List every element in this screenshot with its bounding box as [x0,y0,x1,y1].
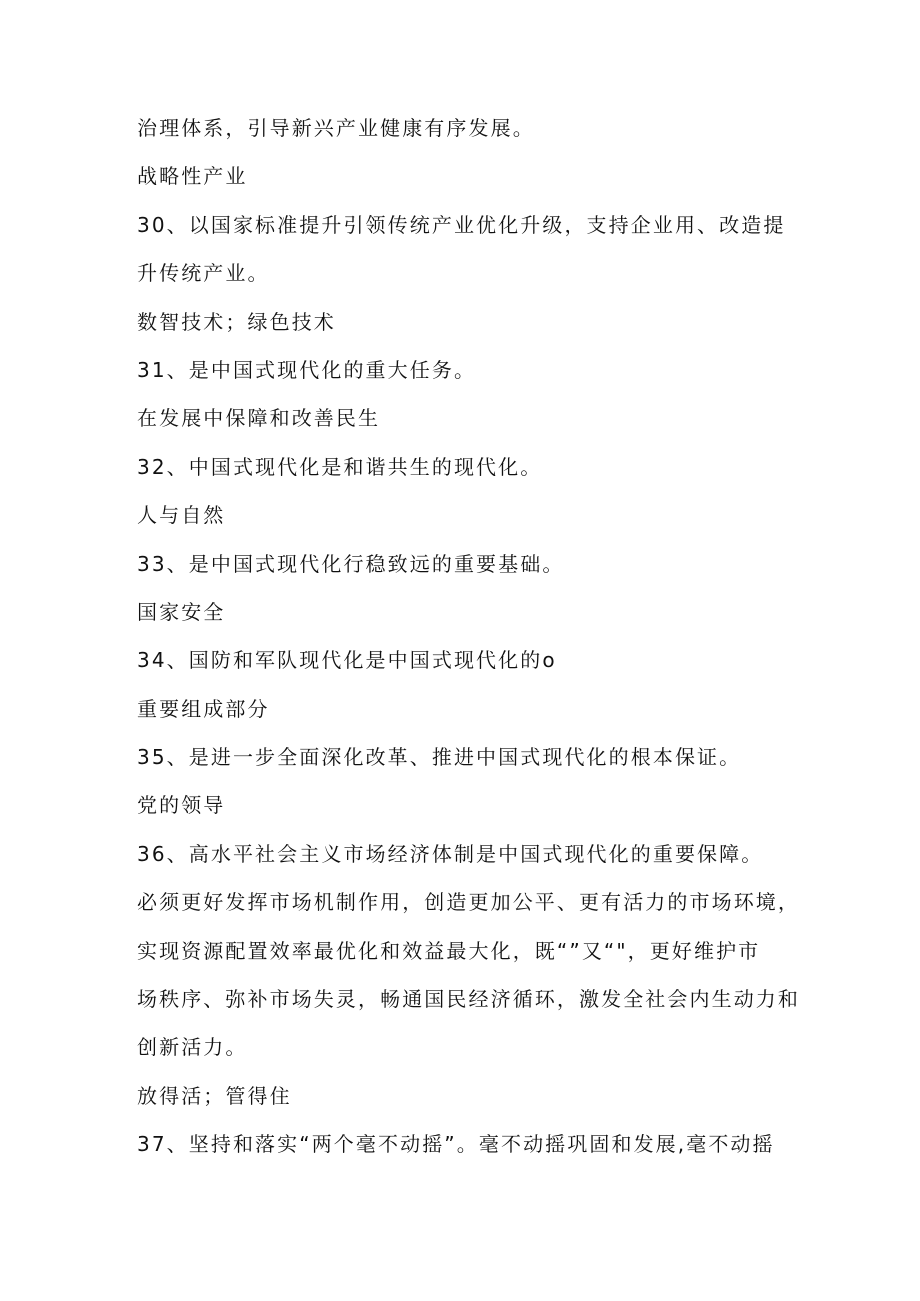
text-line-1: 治理体系，引导新兴产业健康有序发展。 [137,116,535,140]
answer-30: 数智技术；绿色技术 [137,309,336,334]
answer-36: 放得活；管得住 [137,1083,292,1108]
question-35: 35、是进一步全面深化改革、推进中国式现代化的根本保证。 [137,745,742,770]
question-36-line-1: 36、高水平社会主义市场经济体制是中国式现代化的重要保障。 [137,841,764,866]
question-33: 33、是中国式现代化行稳致远的重要基础。 [137,551,565,576]
answer-32: 人与自然 [137,503,226,528]
answer-35: 党的领导 [137,793,226,818]
question-30-line-2: 升传统产业。 [137,261,270,286]
question-36-line-2: 必须更好发挥市场机制作用，创造更加公平、更有活力的市场环境， [137,890,800,915]
question-34: 34、国防和军队现代化是中国式现代化的o [137,648,557,673]
answer-31: 在发展中保障和改善民生 [137,406,381,431]
question-37-line-1: 37、坚持和落实“两个毫不动摇”。毫不动摇巩固和发展,毫不动摇 [137,1132,775,1157]
answer-33: 国家安全 [137,599,226,624]
question-32: 32、中国式现代化是和谐共生的现代化。 [137,454,543,479]
question-31: 31、是中国式现代化的重大任务。 [137,357,477,382]
answer-line-1: 战略性产业 [137,164,248,189]
question-30-line-1: 30、以国家标准提升引领传统产业优化升级，支持企业用、改造提 [137,212,786,237]
question-36-line-5: 创新活力。 [137,1035,248,1060]
question-36-line-3: 实现资源配置效率最优化和效益最大化，既“”又“"，更好维护市 [137,938,761,963]
answer-34: 重要组成部分 [137,696,270,721]
question-36-line-4: 场秩序、弥补市场失灵，畅通国民经济循环，激发全社会内生动力和 [137,987,800,1012]
document-body [137,108,800,1173]
